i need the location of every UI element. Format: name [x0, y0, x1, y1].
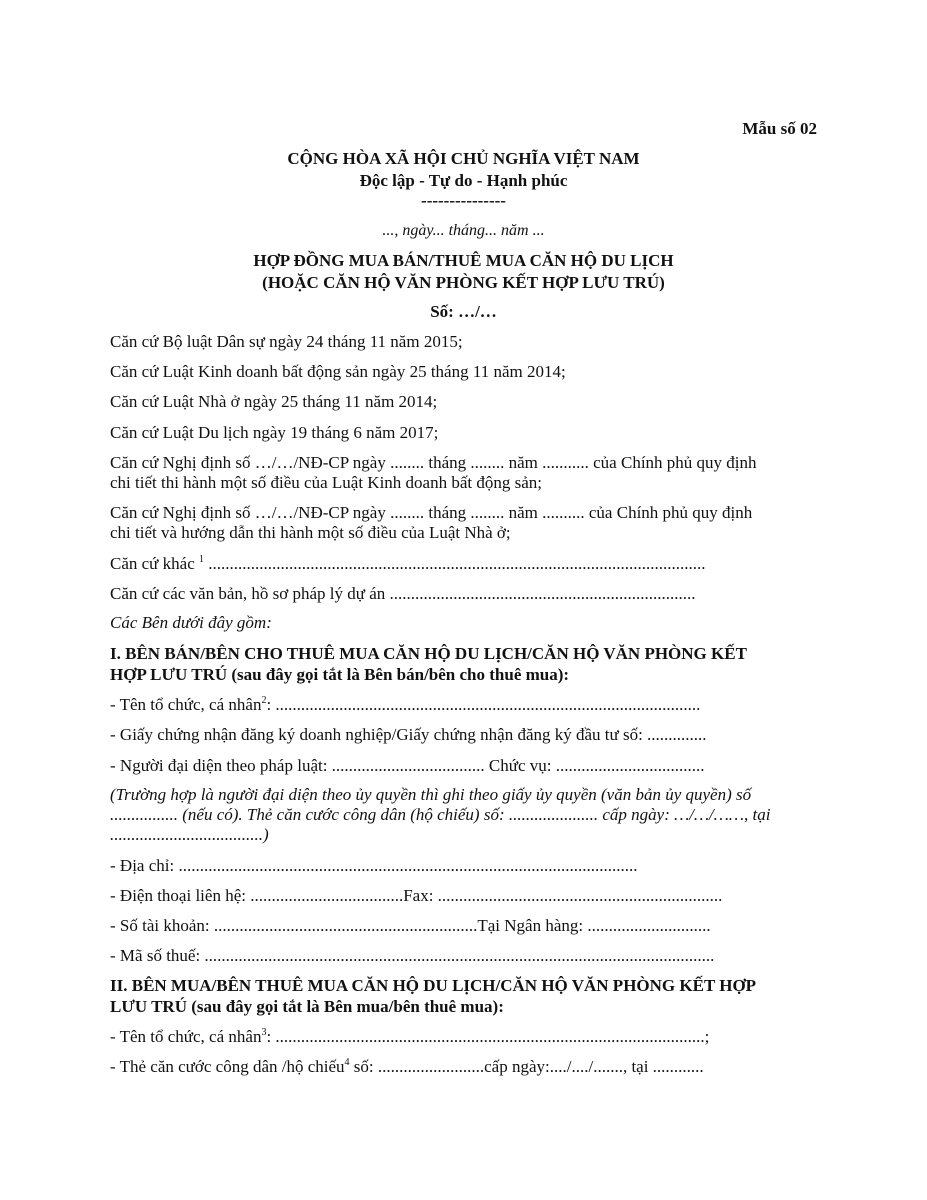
basis-civil-code: Căn cứ Bộ luật Dân sự ngày 24 tháng 11 năm 2015;	[110, 332, 463, 351]
basis-other	[110, 554, 705, 574]
buyer-id-card	[110, 1057, 704, 1077]
seller-heading-line2: HỢP LƯU TRÚ (sau đây gọi tắt là Bên bán/bên cho thuê mua):	[110, 665, 570, 684]
basis-decree2-line2: chi tiết và hướng dẫn thi hành một số điều của Luật Nhà ở;	[110, 523, 511, 542]
header-divider: ---------------	[421, 191, 506, 210]
national-motto: Độc lập - Tự do - Hạnh phúc	[359, 171, 568, 190]
seller-tax-code: - Mã số thuế: ........................................................................................................................	[110, 946, 715, 965]
seller-legal-rep: - Người đại diện theo pháp luật: .................................... Chức vụ: ...................................	[110, 756, 705, 775]
form-number: Mẫu số 02	[742, 119, 817, 138]
buyer-heading-line2: LƯU TRÚ (sau đây gọi tắt là Bên mua/bên thuê mua):	[110, 997, 504, 1016]
buyer-id-rest: số: .........................cấp ngày:..../..../......., tại ............	[349, 1057, 704, 1076]
seller-business-reg: - Giấy chứng nhận đăng ký doanh nghiệp/Giấy chứng nhận đăng ký đầu tư số: ..............	[110, 725, 707, 744]
basis-other-label: Căn cứ khác	[110, 554, 195, 573]
footnote-2: 2	[261, 695, 267, 706]
buyer-name-label: - Tên tổ chức, cá nhân	[110, 1027, 262, 1046]
basis-housing-law: Căn cứ Luật Nhà ở ngày 25 tháng 11 năm 2014;	[110, 392, 438, 411]
basis-decree1-line1: Căn cứ Nghị định số …/…/NĐ-CP ngày ........ tháng ........ năm ........... của Chính phủ quy định	[110, 453, 757, 472]
seller-name-dots: : ....................................................................................................	[266, 695, 701, 714]
footnote-4: 4	[344, 1057, 350, 1068]
basis-decree1-line2: chi tiết thi hành một số điều của Luật Kinh doanh bất động sản;	[110, 473, 542, 492]
contract-title-line2: (HOẶC CĂN HỘ VĂN PHÒNG KẾT HỢP LƯU TRÚ)	[262, 273, 665, 292]
footnote-3: 3	[261, 1027, 267, 1038]
buyer-name-dots: : .....................................................................................................;	[266, 1027, 710, 1046]
contract-number: Số: …/…	[430, 302, 497, 321]
place-date: ..., ngày... tháng... năm ...	[382, 222, 545, 239]
contract-title-line1: HỢP ĐỒNG MUA BÁN/THUÊ MUA CĂN HỘ DU LỊCH	[253, 251, 674, 270]
basis-project-docs: Căn cứ các văn bản, hồ sơ pháp lý dự án ........................................................................	[110, 584, 696, 603]
seller-note-line3: ....................................)	[110, 825, 269, 844]
basis-tourism-law: Căn cứ Luật Du lịch ngày 19 tháng 6 năm 2017;	[110, 423, 439, 442]
seller-name	[110, 695, 700, 715]
seller-note-line2: ................ (nếu có). Thẻ căn cước công dân (hộ chiếu) số: ..................... cấp ngày: …/…/……, tại	[110, 805, 771, 824]
national-title: CỘNG HÒA XÃ HỘI CHỦ NGHĨA VIỆT NAM	[287, 149, 640, 168]
seller-bank-account: - Số tài khoản: ..............................................................Tại Ngân hàng: .............................	[110, 916, 711, 935]
basis-decree2-line1: Căn cứ Nghị định số …/…/NĐ-CP ngày ........ tháng ........ năm .......... của Chính phủ quy định	[110, 503, 753, 522]
seller-note-line1: (Trường hợp là người đại diện theo ủy quyền thì ghi theo giấy ủy quyền (văn bản ủy quyền) số	[110, 785, 752, 804]
seller-phone-fax: - Điện thoại liên hệ: ....................................Fax: ...................................................................	[110, 886, 723, 905]
seller-address: - Địa chỉ: ............................................................................................................	[110, 856, 638, 875]
footnote-1: 1	[198, 554, 204, 565]
buyer-heading-line1: II. BÊN MUA/BÊN THUÊ MUA CĂN HỘ DU LỊCH/CĂN HỘ VĂN PHÒNG KẾT HỢP	[110, 976, 757, 995]
buyer-id-label: - Thẻ căn cước công dân /hộ chiếu	[110, 1057, 345, 1076]
basis-other-dots: .....................................................................................................................	[203, 554, 706, 573]
buyer-name	[110, 1027, 709, 1047]
seller-heading-line1: I. BÊN BÁN/BÊN CHO THUÊ MUA CĂN HỘ DU LỊCH/CĂN HỘ VĂN PHÒNG KẾT	[110, 644, 747, 663]
basis-real-estate-law: Căn cứ Luật Kinh doanh bất động sản ngày 25 tháng 11 năm 2014;	[110, 362, 566, 381]
parties-intro: Các Bên dưới đây gồm:	[110, 613, 272, 632]
seller-name-label: - Tên tổ chức, cá nhân	[110, 695, 262, 714]
